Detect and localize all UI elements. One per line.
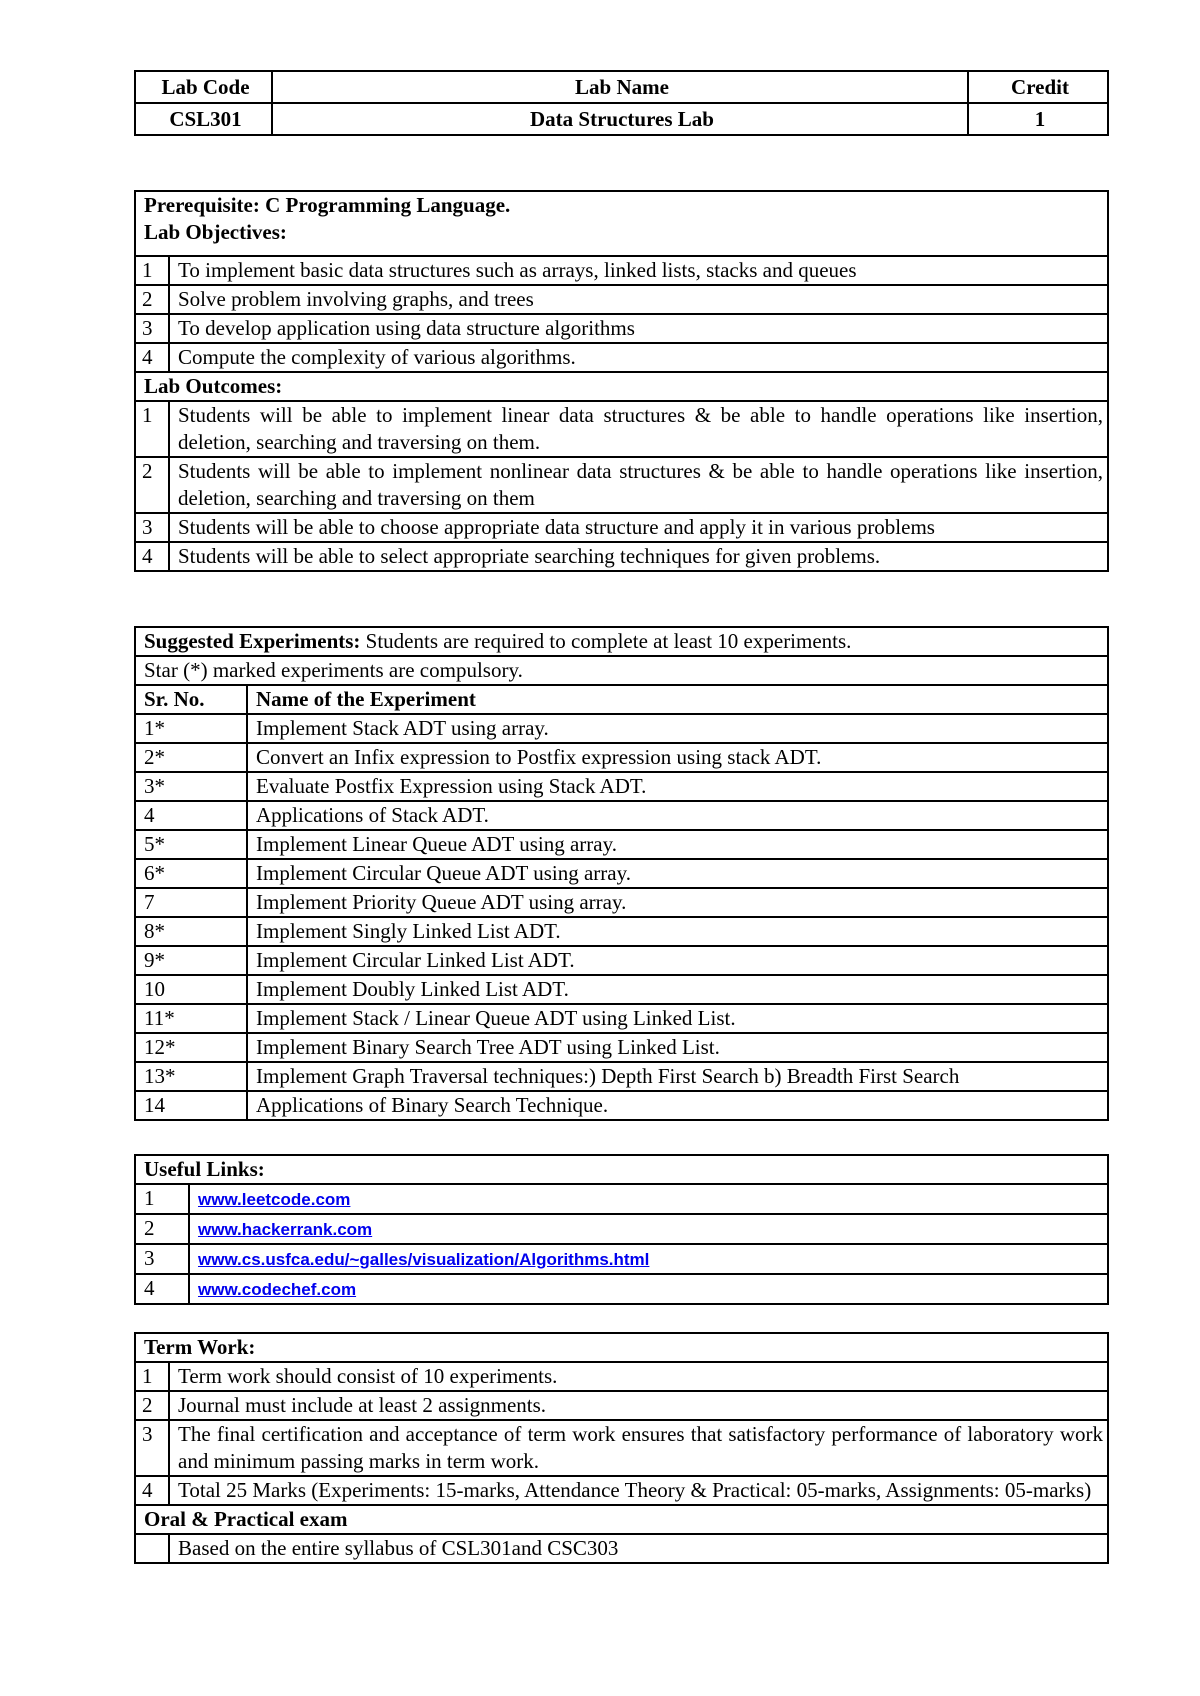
term-work-text: Total 25 Marks (Experiments: 15-marks, Attendance Theory & Practical: 05-marks, Assignments: 05-marks) [169, 1476, 1108, 1505]
experiment-name-header: Name of the Experiment [247, 685, 1108, 714]
prerequisite: Prerequisite: C Programming Language. [135, 191, 1108, 219]
list-item [135, 1534, 1108, 1563]
list-item [135, 1391, 1108, 1420]
lab-code-label: Lab Code [135, 71, 272, 103]
table-row [135, 859, 1108, 888]
objective-text: To develop application using data structure algorithms [169, 314, 1108, 343]
link-codechef[interactable]: www.codechef.com [198, 1280, 357, 1299]
objectives-heading: Lab Objectives: [135, 219, 1108, 256]
list-item [135, 1362, 1108, 1391]
experiment-name: Implement Circular Linked List ADT. [247, 946, 1108, 975]
list-item [135, 1476, 1108, 1505]
sr-no: 2* [135, 743, 247, 772]
experiments-heading-rest: Students are required to complete at least 10 experiments. [360, 629, 852, 653]
experiment-name: Applications of Binary Search Technique. [247, 1091, 1108, 1120]
outcome-text: Students will be able to implement linear data structures & be able to handle operations like insertion, deletion, searching and traversing on them. [169, 401, 1108, 457]
lab-name-value: Data Structures Lab [272, 103, 968, 135]
sr-no: 12* [135, 1033, 247, 1062]
table-row [135, 946, 1108, 975]
outcome-text: Students will be able to implement nonlinear data structures & be able to handle operations like insertion, deletion, searching and traversing on them [169, 457, 1108, 513]
outcome-number: 2 [135, 457, 169, 513]
table-row [135, 888, 1108, 917]
credit-value: 1 [968, 103, 1108, 135]
table-row [135, 917, 1108, 946]
links-heading: Useful Links: [135, 1155, 1108, 1184]
sr-no: 6* [135, 859, 247, 888]
list-item [135, 1184, 1108, 1214]
link-number: 2 [135, 1214, 189, 1244]
list-item [135, 256, 1108, 285]
objective-number: 4 [135, 343, 169, 372]
list-item [135, 1214, 1108, 1244]
term-work-text: The final certification and acceptance of term work ensures that satisfactory performance of laboratory work and minimum passing marks in term work. [169, 1420, 1108, 1476]
experiments-table [134, 626, 1109, 1121]
experiment-name: Implement Linear Queue ADT using array. [247, 830, 1108, 859]
link-cell [189, 1244, 1108, 1274]
list-item [135, 457, 1108, 513]
sr-no: 1* [135, 714, 247, 743]
experiments-heading [135, 627, 1108, 656]
oral-practical-number [135, 1534, 169, 1563]
outcome-number: 3 [135, 513, 169, 542]
sr-no: 13* [135, 1062, 247, 1091]
link-number: 1 [135, 1184, 189, 1214]
table-row [135, 830, 1108, 859]
list-item [135, 1274, 1108, 1304]
table-row [135, 1004, 1108, 1033]
link-number: 3 [135, 1244, 189, 1274]
lab-name-label: Lab Name [272, 71, 968, 103]
table-row [135, 772, 1108, 801]
useful-links-table [134, 1154, 1109, 1305]
experiments-heading-bold: Suggested Experiments: [144, 629, 361, 653]
outcome-text: Students will be able to choose appropriate data structure and apply it in various problems [169, 513, 1108, 542]
objective-number: 1 [135, 256, 169, 285]
experiment-name: Evaluate Postfix Expression using Stack ADT. [247, 772, 1108, 801]
sr-no-header: Sr. No. [135, 685, 247, 714]
link-cell [189, 1214, 1108, 1244]
term-work-heading: Term Work: [135, 1333, 1108, 1362]
table-row [135, 1033, 1108, 1062]
experiment-name: Implement Doubly Linked List ADT. [247, 975, 1108, 1004]
sr-no: 4 [135, 801, 247, 830]
term-work-number: 1 [135, 1362, 169, 1391]
list-item [135, 401, 1108, 457]
list-item [135, 314, 1108, 343]
outcomes-heading: Lab Outcomes: [135, 372, 1108, 401]
link-number: 4 [135, 1274, 189, 1304]
experiment-name: Implement Stack ADT using array. [247, 714, 1108, 743]
outcome-text: Students will be able to select appropriate searching techniques for given problems. [169, 542, 1108, 571]
sr-no: 5* [135, 830, 247, 859]
course-header-table [134, 70, 1109, 136]
outcome-number: 4 [135, 542, 169, 571]
table-row [135, 743, 1108, 772]
experiments-note: Star (*) marked experiments are compulsory. [135, 656, 1108, 685]
oral-practical-heading: Oral & Practical exam [135, 1505, 1108, 1534]
sr-no: 10 [135, 975, 247, 1004]
table-row [135, 714, 1108, 743]
outcome-number: 1 [135, 401, 169, 457]
experiment-name: Applications of Stack ADT. [247, 801, 1108, 830]
table-row [135, 801, 1108, 830]
objective-number: 2 [135, 285, 169, 314]
sr-no: 14 [135, 1091, 247, 1120]
lab-code-value: CSL301 [135, 103, 272, 135]
experiment-name: Implement Binary Search Tree ADT using Linked List. [247, 1033, 1108, 1062]
term-work-number: 2 [135, 1391, 169, 1420]
link-usfca-visualization[interactable]: www.cs.usfca.edu/~galles/visualization/Algorithms.html [198, 1250, 650, 1269]
term-work-text: Term work should consist of 10 experiments. [169, 1362, 1108, 1391]
objective-number: 3 [135, 314, 169, 343]
list-item [135, 1244, 1108, 1274]
experiment-name: Implement Priority Queue ADT using array. [247, 888, 1108, 917]
sr-no: 3* [135, 772, 247, 801]
objective-text: Solve problem involving graphs, and trees [169, 285, 1108, 314]
objectives-table [134, 190, 1109, 572]
experiment-name: Implement Circular Queue ADT using array. [247, 859, 1108, 888]
oral-practical-text: Based on the entire syllabus of CSL301and CSC303 [169, 1534, 1108, 1563]
sr-no: 9* [135, 946, 247, 975]
list-item [135, 1420, 1108, 1476]
sr-no: 8* [135, 917, 247, 946]
link-hackerrank[interactable]: www.hackerrank.com [198, 1220, 373, 1239]
experiment-name: Implement Graph Traversal techniques:) Depth First Search b) Breadth First Search [247, 1062, 1108, 1091]
link-cell [189, 1274, 1108, 1304]
term-work-text: Journal must include at least 2 assignments. [169, 1391, 1108, 1420]
table-row [135, 975, 1108, 1004]
list-item [135, 343, 1108, 372]
experiment-name: Convert an Infix expression to Postfix expression using stack ADT. [247, 743, 1108, 772]
term-work-number: 4 [135, 1476, 169, 1505]
link-leetcode[interactable]: www.leetcode.com [198, 1190, 351, 1209]
table-row [135, 1062, 1108, 1091]
sr-no: 7 [135, 888, 247, 917]
objective-text: Compute the complexity of various algorithms. [169, 343, 1108, 372]
credit-label: Credit [968, 71, 1108, 103]
term-work-table [134, 1332, 1109, 1564]
list-item [135, 513, 1108, 542]
table-row [135, 1091, 1108, 1120]
sr-no: 11* [135, 1004, 247, 1033]
list-item [135, 542, 1108, 571]
term-work-number: 3 [135, 1420, 169, 1476]
link-cell [189, 1184, 1108, 1214]
experiment-name: Implement Singly Linked List ADT. [247, 917, 1108, 946]
list-item [135, 285, 1108, 314]
experiment-name: Implement Stack / Linear Queue ADT using Linked List. [247, 1004, 1108, 1033]
objective-text: To implement basic data structures such as arrays, linked lists, stacks and queues [169, 256, 1108, 285]
